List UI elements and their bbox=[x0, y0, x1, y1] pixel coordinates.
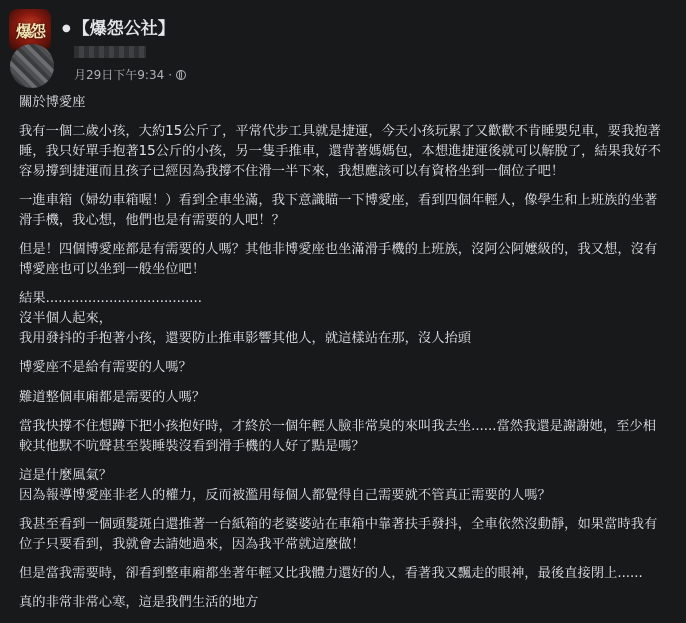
group-name: 【爆怨公社】 bbox=[72, 19, 175, 39]
post-paragraph: 結果..................................... 沒半個人起來， 我用發抖的手抱著小孩，還要防止推車影響其他人，就這樣站在那，沒人抬頭 bbox=[19, 291, 472, 346]
post-paragraph: 博愛座不是給有需要的人嗎？ bbox=[19, 360, 192, 376]
post-paragraph-title: 關於博愛座 bbox=[19, 95, 86, 110]
post-paragraph: 一進車箱（婦幼車箱喔！）看到全車坐滿，我下意識瞄一下博愛座，看到四個年輕人，像學生和上班族的坐著滑手機，我心想，他們也是有需要的人吧！？ bbox=[19, 193, 658, 228]
group-dot-icon: ● bbox=[62, 23, 71, 34]
post-paragraph: 我甚至看到一個頭髮斑白還推著一台紙箱的老婆婆站在車箱中靠著扶手發抖，全車依然沒動靜，如果當時我有位子只要看到，我就會去請她過來，因為我平常就這麼做！ bbox=[19, 517, 658, 552]
post-paragraph: 真的非常非常心寒，這是我們生活的地方 bbox=[19, 595, 259, 611]
post-paragraph: 難道整個車廂都是需要的人嗎？ bbox=[19, 389, 206, 405]
post-timestamp[interactable]: 月29日下午9:34 bbox=[74, 68, 165, 82]
post-paragraph: 這是什麼風氣？ 因為報導博愛座非老人的權力，反而被濫用每個人都覺得自己需要就不管真正需要的人嗎？ bbox=[19, 467, 551, 503]
group-name-link[interactable] bbox=[62, 14, 175, 39]
post-paragraph: 當我快撐不住想蹲下把小孩抱好時，才終於一個年輕人臉非常臭的來叫我去坐......當然我還是謝謝她，至少相較其他默不吭聲甚至裝睡裝沒看到滑手機的人好了點是嗎？ bbox=[19, 418, 657, 454]
post-paragraph: 我有一個二歲小孩，大約15公斤了，平常代步工具就是捷運，今天小孩玩累了又歡歡不肯睡嬰兒車，要我抱著睡，我只好單手抱著15公斤的小孩，另一隻手推車，還背著媽媽包，本想進捷運後就可以解脫了，結果我好不容易撐到捷運而且孩子已經因為我撐不住滑一半下來，我想應該可以有資格坐到一個位子吧！ bbox=[19, 124, 661, 179]
user-name-blurred[interactable] bbox=[74, 46, 146, 58]
globe-icon[interactable] bbox=[176, 70, 186, 80]
post-paragraph: 但是當我需要時，卻看到整車廂都坐著年輕又比我體力還好的人，看著我又飄走的眼神，最後直接閉上...... bbox=[19, 566, 643, 582]
post-body bbox=[19, 93, 669, 623]
post-meta bbox=[74, 66, 186, 83]
user-avatar[interactable] bbox=[10, 44, 54, 88]
meta-separator: · bbox=[168, 67, 173, 82]
group-avatar-logo: 爆怨 bbox=[15, 21, 44, 41]
post-paragraph: 但是！四個博愛座都是有需要的人嗎？其他非博愛座也坐滿滑手機的上班族，沒阿公阿嬤級的，我又想，沒有博愛座也可以坐到一般坐位吧！ bbox=[19, 242, 658, 278]
